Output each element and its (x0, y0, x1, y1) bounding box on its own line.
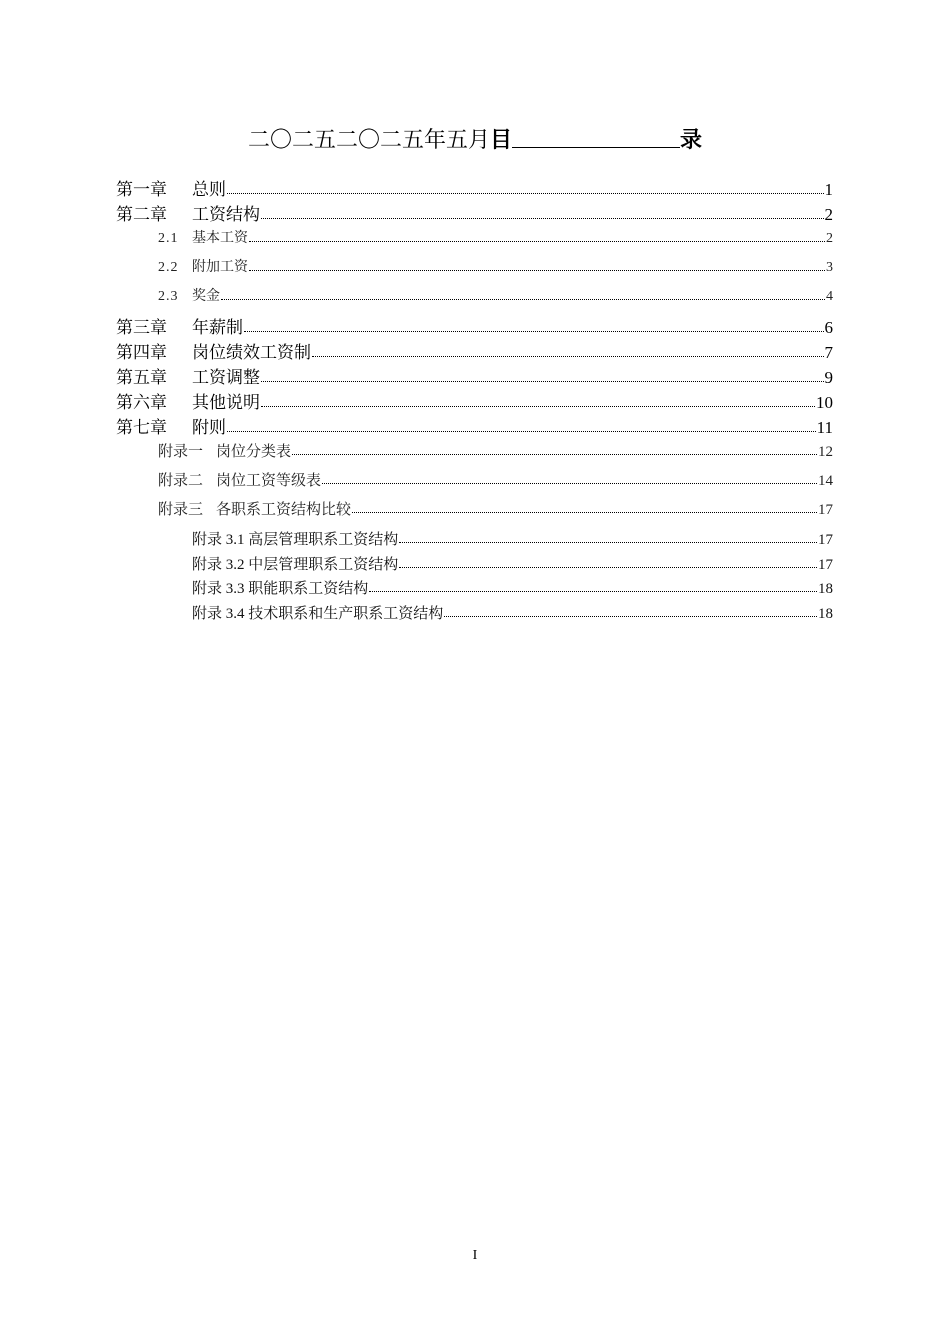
toc-entry-page: 7 (824, 343, 833, 362)
toc-entry-number: 第二章 (116, 205, 167, 225)
toc-entry-section-2-3[interactable] (158, 285, 833, 305)
toc-entry-title: 附则 (192, 418, 226, 438)
toc-entry-number: 第一章 (116, 180, 167, 200)
toc-entry-page: 11 (816, 418, 833, 437)
toc-entry-page: 4 (826, 289, 833, 304)
toc-entry-section-2-1[interactable] (158, 227, 833, 247)
toc-leader-dots (249, 241, 825, 242)
toc-leader-dots (399, 567, 817, 568)
toc-entry-appendix-2[interactable] (158, 469, 833, 489)
toc-entry-page: 6 (824, 318, 833, 337)
toc-leader-dots (261, 218, 824, 219)
toc-leader-dots (312, 356, 824, 357)
toc-entry-number: 第六章 (116, 393, 167, 413)
toc-entry-page: 17 (818, 532, 833, 548)
toc-leader-dots (369, 591, 817, 592)
toc-entry-page: 3 (826, 260, 833, 275)
toc-leader-dots (261, 381, 824, 382)
toc-entry-chapter-3[interactable] (116, 313, 833, 337)
heading-underline-gap (512, 147, 680, 148)
toc-entry-page: 2 (826, 231, 833, 246)
toc-entry-number: 2.1 (158, 231, 179, 246)
toc-entry-number: 第五章 (116, 368, 167, 388)
toc-entry-title: 总则 (192, 180, 226, 200)
toc-leader-dots (227, 193, 824, 194)
toc-entry-number: 2.3 (158, 289, 179, 304)
toc-leader-dots (244, 331, 824, 332)
toc-leader-dots (249, 270, 825, 271)
toc-entry-title: 附录 3.3 职能职系工资结构 (192, 581, 369, 597)
page-footer-number: I (472, 1248, 478, 1263)
toc-entry-chapter-5[interactable] (116, 363, 833, 387)
toc-entry-appendix-3-1[interactable] (192, 528, 833, 548)
toc-date: 二〇二五二〇二五年五月 (247, 127, 490, 152)
toc-entry-page: 1 (824, 180, 833, 199)
toc-entry-page: 14 (818, 473, 833, 489)
toc-leader-dots (292, 454, 817, 455)
toc-entry-chapter-4[interactable] (116, 338, 833, 362)
toc-entry-number: 附录二 (158, 473, 204, 489)
toc-entry-title: 附录 3.1 高层管理职系工资结构 (192, 532, 399, 548)
toc-entry-page: 9 (824, 368, 833, 387)
toc-entry-number: 第四章 (116, 343, 167, 363)
toc-leader-dots (221, 299, 825, 300)
toc-entry-page: 18 (818, 606, 833, 622)
toc-leader-dots (227, 431, 816, 432)
toc-entry-page: 17 (818, 557, 833, 573)
toc-entry-title: 工资调整 (192, 368, 260, 388)
toc-leader-dots (322, 483, 817, 484)
toc-entry-chapter-7[interactable] (116, 413, 833, 437)
toc-entry-chapter-2[interactable] (116, 200, 833, 224)
toc-heading-char-2: 录 (680, 128, 703, 153)
toc-entry-page: 17 (818, 502, 833, 518)
toc-heading (0, 120, 950, 154)
toc-entry-number: 附录一 (158, 444, 204, 460)
toc-entry-appendix-3-3[interactable] (192, 577, 833, 597)
toc-entry-title: 岗位工资等级表 (216, 473, 322, 489)
toc-entry-title: 基本工资 (192, 231, 248, 246)
toc-entry-chapter-1[interactable] (116, 175, 833, 199)
toc-leader-dots (352, 512, 817, 513)
toc-entry-title: 附录 3.2 中层管理职系工资结构 (192, 557, 399, 573)
toc-entry-chapter-6[interactable] (116, 388, 833, 412)
toc-entry-title: 奖金 (192, 289, 220, 304)
toc-entry-appendix-1[interactable] (158, 440, 833, 460)
toc-entry-title: 岗位绩效工资制 (192, 343, 311, 363)
toc-entry-page: 18 (818, 581, 833, 597)
toc-entry-number: 2.2 (158, 260, 179, 275)
toc-entry-title: 岗位分类表 (216, 444, 292, 460)
toc-entry-number: 附录三 (158, 502, 204, 518)
toc-entry-page: 2 (824, 205, 833, 224)
toc-entry-title: 年薪制 (192, 318, 243, 338)
toc-entry-appendix-3-4[interactable] (192, 602, 833, 622)
toc-heading-char-1: 目 (489, 128, 512, 153)
toc-entry-title: 工资结构 (192, 205, 260, 225)
toc-entry-number: 第三章 (116, 318, 167, 338)
toc-entry-appendix-3-2[interactable] (192, 553, 833, 573)
toc-entry-title: 附加工资 (192, 260, 248, 275)
toc-entry-title: 其他说明 (192, 393, 260, 413)
toc-leader-dots (399, 542, 817, 543)
toc-entry-title: 各职系工资结构比较 (216, 502, 352, 518)
toc-entry-section-2-2[interactable] (158, 256, 833, 276)
toc-entry-appendix-3[interactable] (158, 498, 833, 518)
toc-entry-page: 12 (818, 444, 833, 460)
toc-entry-title: 附录 3.4 技术职系和生产职系工资结构 (192, 606, 444, 622)
toc-entry-page: 10 (816, 393, 833, 412)
toc-leader-dots (261, 406, 815, 407)
toc-leader-dots (444, 616, 817, 617)
toc-entry-number: 第七章 (116, 418, 167, 438)
